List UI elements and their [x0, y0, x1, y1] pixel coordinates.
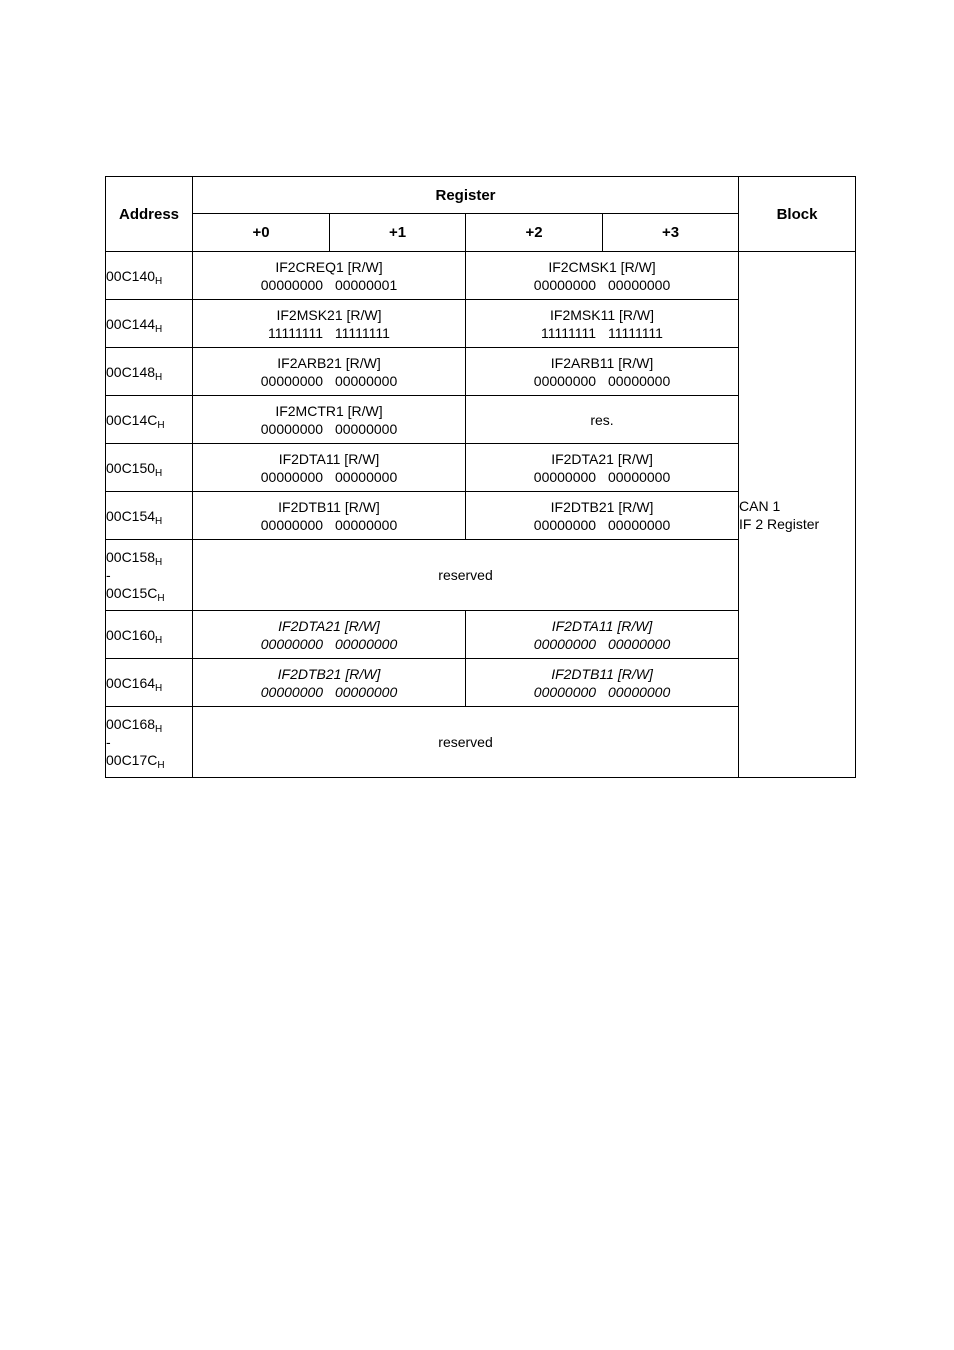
register-cell-high: IF2MSK11 [R/W] 11111111 11111111 — [466, 300, 739, 348]
register-column-header: Register — [193, 177, 739, 214]
table-row — [106, 252, 856, 300]
offset-header-2: +2 — [466, 214, 603, 252]
register-cell-low: IF2DTB11 [R/W] 00000000 00000000 — [193, 492, 466, 540]
address-cell: $00C148_H$ — [106, 348, 193, 396]
address-range-cell: $00C168_H$ - $00C17C_H$ — [106, 707, 193, 778]
address-cell: $00C160_H$ — [106, 611, 193, 659]
block-cell: CAN 1 IF 2 Register — [739, 252, 856, 778]
offset-header-0: +0 — [193, 214, 330, 252]
register-cell-high: IF2ARB11 [R/W] 00000000 00000000 — [466, 348, 739, 396]
address-cell: $00C14C_H$ — [106, 396, 193, 444]
register-cell-low: IF2DTB21 [R/W] 00000000 00000000 — [193, 659, 466, 707]
offset-header-3: +3 — [603, 214, 739, 252]
register-cell-low: IF2DTA21 [R/W] 00000000 00000000 — [193, 611, 466, 659]
register-cell-high: IF2DTA11 [R/W] 00000000 00000000 — [466, 611, 739, 659]
address-cell: $00C150_H$ — [106, 444, 193, 492]
reserved-cell: reserved — [193, 540, 739, 611]
register-cell-low: IF2DTA11 [R/W] 00000000 00000000 — [193, 444, 466, 492]
address-cell: $00C144_H$ — [106, 300, 193, 348]
address-column-header: Address — [106, 177, 193, 252]
reserved-cell: reserved — [193, 707, 739, 778]
address-range-cell: $00C158_H$ - $00C15C_H$ — [106, 540, 193, 611]
register-cell-high: IF2CMSK1 [R/W] 00000000 00000000 — [466, 252, 739, 300]
register-cell-high: IF2DTA21 [R/W] 00000000 00000000 — [466, 444, 739, 492]
reserved-cell: res. — [466, 396, 739, 444]
register-cell-high: IF2DTB11 [R/W] 00000000 00000000 — [466, 659, 739, 707]
address-cell: $00C154_H$ — [106, 492, 193, 540]
address-cell: $00C164_H$ — [106, 659, 193, 707]
block-column-header: Block — [739, 177, 856, 252]
register-cell-low: IF2CREQ1 [R/W] 00000000 00000001 — [193, 252, 466, 300]
offset-header-1: +1 — [330, 214, 466, 252]
register-cell-low: IF2MSK21 [R/W] 11111111 11111111 — [193, 300, 466, 348]
register-cell-low: IF2MCTR1 [R/W] 00000000 00000000 — [193, 396, 466, 444]
register-cell-low: IF2ARB21 [R/W] 00000000 00000000 — [193, 348, 466, 396]
address-cell: $00C140_H$ — [106, 252, 193, 300]
register-map-table — [105, 176, 856, 778]
register-cell-high: IF2DTB21 [R/W] 00000000 00000000 — [466, 492, 739, 540]
